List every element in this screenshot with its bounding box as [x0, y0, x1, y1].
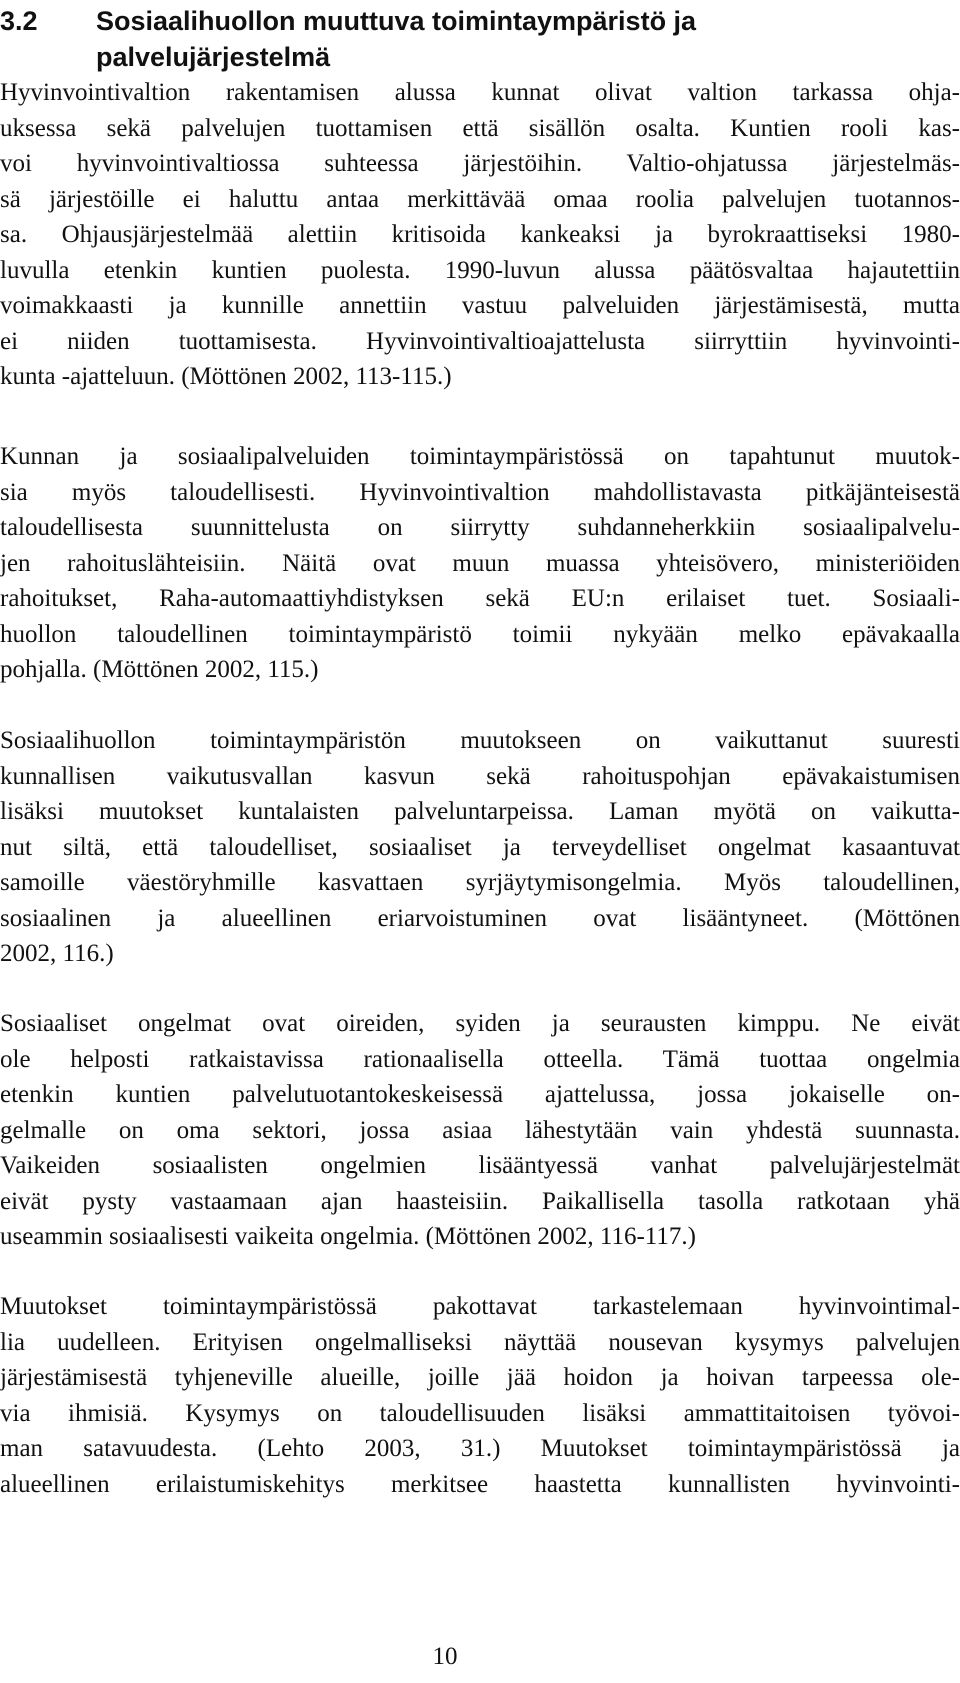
- text-line: taloudellisesta suunnittelusta on siirrytty suhdanneherkkiin sosiaalipalvelu-: [0, 514, 960, 541]
- section-title-line: Sosiaalihuollon muuttuva toimintaympäristö ja: [96, 6, 697, 36]
- text-line: sä järjestöille ei haluttu antaa merkittävää omaa roolia palvelujen tuotannos-: [0, 185, 960, 213]
- page-number: 10: [432, 1643, 458, 1670]
- text-line: ei niiden tuottamisesta. Hyvinvointivaltioajattelusta siirryttiin hyvinvointi-: [0, 327, 960, 355]
- text-line: via ihmisiä. Kysymys on taloudellisuuden lisäksi ammattitaitoisen työvoi-: [0, 1399, 960, 1427]
- text-line: etenkin kuntien palvelutuotantokeskeisessä ajattelussa, jossa jokaiselle on-: [0, 1081, 960, 1108]
- text-line: ole helposti ratkaistavissa rationaalisella otteella. Tämä tuottaa ongelmia: [0, 1045, 960, 1073]
- text-line: rahoitukset, Raha-automaattiyhdistyksen sekä EU:n erilaiset tuet. Sosiaali-: [0, 585, 960, 612]
- text-line: huollon taloudellinen toimintaympäristö toimii nykyään melko epävakaalla: [0, 620, 960, 648]
- text-line: kunnallisen vaikutusvallan kasvun sekä rahoituspohjan epävakaistumisen: [0, 762, 960, 790]
- text-line: Kunnan ja sosiaalipalveluiden toimintaympäristössä on tapahtunut muutok-: [0, 443, 960, 470]
- text-line: järjestämisestä tyhjeneville alueille, joille jää hoidon ja hoivan tarpeessa ole-: [0, 1364, 960, 1391]
- text-line: voi hyvinvointivaltiossa suhteessa järjestöihin. Valtio-ohjatussa järjestelmäs-: [0, 150, 960, 177]
- text-line: Hyvinvointivaltion rakentamisen alussa kunnat olivat valtion tarkassa ohja-: [0, 79, 960, 106]
- text-line: sosiaalinen ja alueellinen eriarvoistuminen ovat lisääntyneet. (Möttönen: [0, 904, 960, 932]
- text-line: pohjalla. (Möttönen 2002, 115.): [0, 656, 319, 683]
- text-line: lisäksi muutokset kuntalaisten palveluntarpeissa. Laman myötä on vaikutta-: [0, 798, 960, 825]
- paragraph-4: [0, 1006, 960, 1255]
- text-line: lia uudelleen. Erityisen ongelmalliseksi näyttää nousevan kysymys palvelujen: [0, 1328, 960, 1356]
- text-line: useammin sosiaalisesti vaikeita ongelmia. (Möttönen 2002, 116-117.): [0, 1223, 696, 1250]
- text-line: Sosiaaliset ongelmat ovat oireiden, syiden ja seurausten kimppu. Ne eivät: [0, 1010, 960, 1037]
- text-line: alueellinen erilaistumiskehitys merkitsee haastetta kunnallisten hyvinvointi-: [0, 1470, 960, 1498]
- text-line: gelmalle on oma sektori, jossa asiaa lähestytään vain yhdestä suunnasta.: [0, 1116, 960, 1144]
- text-line: jen rahoituslähteisiin. Näitä ovat muun muassa yhteisövero, ministeriöiden: [0, 549, 960, 577]
- text-line: nut siltä, että taloudelliset, sosiaaliset ja terveydelliset ongelmat kasaantuvat: [0, 833, 960, 861]
- section-number: 3.2: [0, 6, 38, 36]
- text-line: man satavuudesta. (Lehto 2003, 31.) Muutokset toimintaympäristössä ja: [0, 1435, 960, 1462]
- paragraph-1: [0, 75, 960, 395]
- paragraph-5: [0, 1289, 960, 1502]
- text-line: eivät pysty vastaamaan ajan haasteisiin. Paikallisella tasolla ratkotaan yhä: [0, 1187, 960, 1215]
- text-line: uksessa sekä palvelujen tuottamisen että sisällön osalta. Kuntien rooli kas-: [0, 114, 960, 142]
- text-line: 2002, 116.): [0, 940, 114, 967]
- text-line: sa. Ohjausjärjestelmää alettiin kritisoida kankeaksi ja byrokraattiseksi 1980-: [0, 221, 960, 248]
- section-title-line: palvelujärjestelmä: [96, 42, 331, 72]
- paragraph-2: [0, 439, 960, 688]
- text-line: kunta -ajatteluun. (Möttönen 2002, 113-115.): [0, 363, 452, 390]
- paragraph-3: [0, 723, 960, 972]
- text-line: Muutokset toimintaympäristössä pakottavat tarkastelemaan hyvinvointimal-: [0, 1293, 960, 1320]
- text-line: sia myös taloudellisesti. Hyvinvointivaltion mahdollistavasta pitkäjänteisestä: [0, 478, 960, 506]
- text-line: Vaikeiden sosiaalisten ongelmien lisääntyessä vanhat palvelujärjestelmät: [0, 1152, 960, 1179]
- text-line: samoille väestöryhmille kasvattaen syrjäytymisongelmia. Myös taloudellinen,: [0, 869, 960, 896]
- text-line: luvulla etenkin kuntien puolesta. 1990-luvun alussa päätösvaltaa hajautettiin: [0, 256, 960, 284]
- section-title: [96, 3, 916, 75]
- text-line: Sosiaalihuollon toimintaympäristön muutokseen on vaikuttanut suuresti: [0, 727, 960, 754]
- text-line: voimakkaasti ja kunnille annettiin vastuu palveluiden järjestämisestä, mutta: [0, 292, 960, 319]
